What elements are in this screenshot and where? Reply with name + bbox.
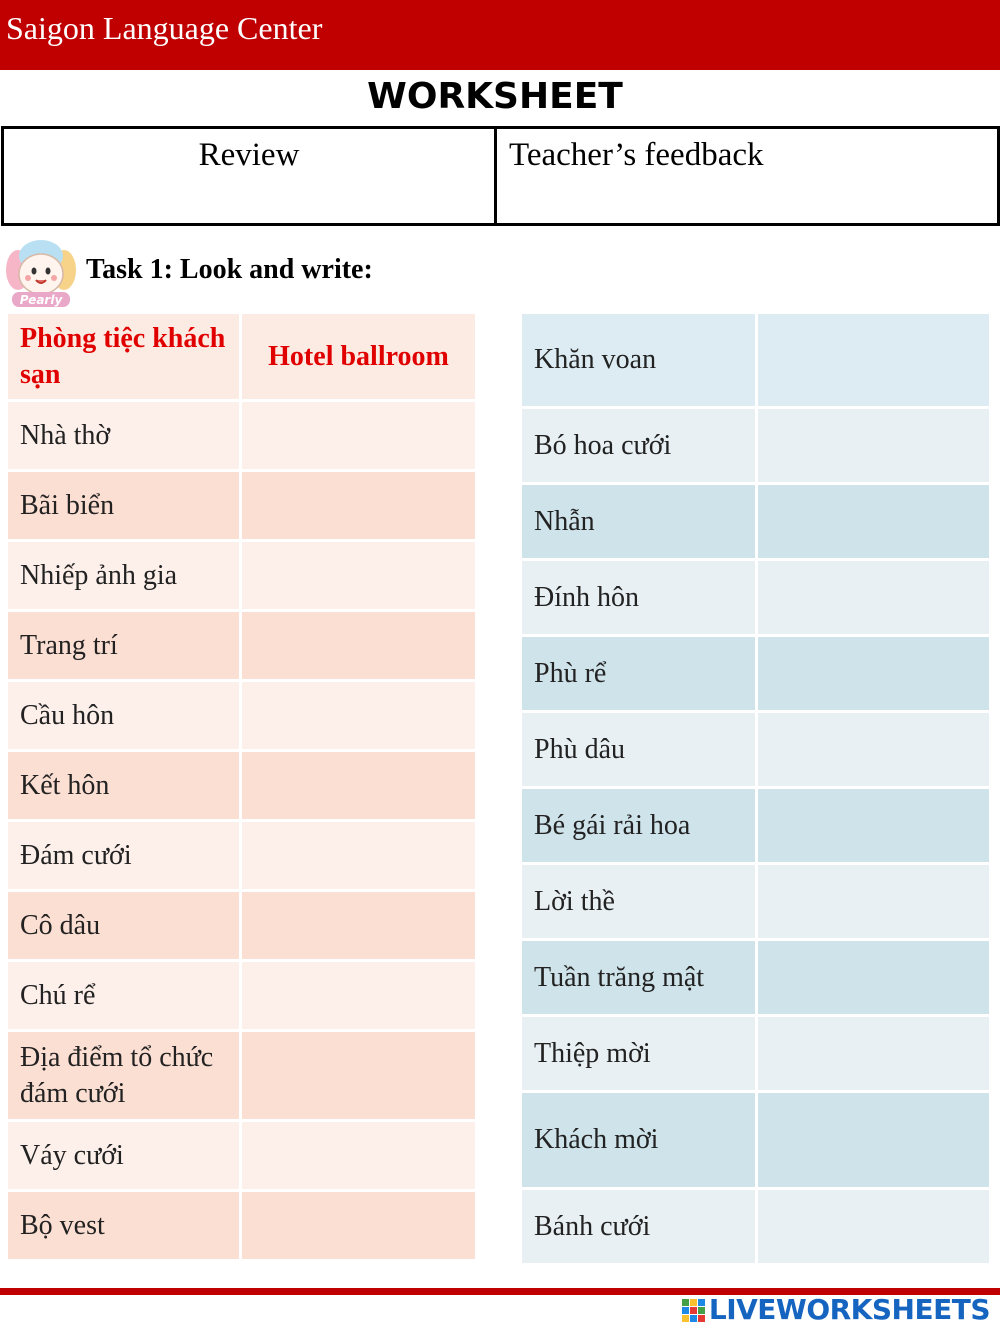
left-vocab-row	[8, 962, 478, 1032]
left-vocab-word-cell: Cầu hôn	[8, 682, 242, 752]
right-vocab-answer-cell[interactable]	[758, 485, 992, 561]
left-vocab-answer-cell[interactable]	[242, 892, 478, 962]
right-vocab-word-cell: Thiệp mời	[522, 1017, 758, 1093]
left-vocab-row	[8, 892, 478, 962]
right-vocab-answer-cell[interactable]	[758, 409, 992, 485]
left-vocab-answer-cell[interactable]	[242, 1122, 478, 1192]
left-vocab-row	[8, 1032, 478, 1122]
right-vocab-row	[522, 1190, 992, 1266]
right-vocab-word-cell: Bé gái rải hoa	[522, 789, 758, 865]
right-vocab-row	[522, 314, 992, 409]
right-vocab-row	[522, 409, 992, 485]
left-vocab-row	[8, 1122, 478, 1192]
left-vocab-answer-cell[interactable]	[242, 752, 478, 822]
left-vocab-answer-cell[interactable]	[242, 1032, 478, 1122]
left-vocab-word-cell: Bộ vest	[8, 1192, 242, 1262]
review-feedback-box	[1, 126, 1000, 226]
right-vocab-answer-cell[interactable]	[758, 789, 992, 865]
right-vocab-word-cell: Lời thề	[522, 865, 758, 941]
left-vocab-answer-cell[interactable]	[242, 822, 478, 892]
right-vocab-answer-cell[interactable]	[758, 941, 992, 1017]
left-vocab-answer-cell[interactable]	[242, 472, 478, 542]
right-vocab-answer-cell[interactable]	[758, 314, 992, 409]
liveworksheets-wordmark: LIVEWORKSHEETS	[708, 1293, 990, 1326]
left-vocab-answer-cell[interactable]	[242, 542, 478, 612]
right-vocab-word-cell: Phù rể	[522, 637, 758, 713]
right-vocab-answer-cell[interactable]	[758, 561, 992, 637]
right-vocab-word-cell: Khách mời	[522, 1093, 758, 1190]
right-vocab-row	[522, 789, 992, 865]
right-vocab-row	[522, 865, 992, 941]
right-vocab-answer-cell[interactable]	[758, 865, 992, 941]
liveworksheets-icon	[681, 1297, 707, 1323]
left-vocab-answer-cell[interactable]	[242, 402, 478, 472]
left-vocab-word-cell: Trang trí	[8, 612, 242, 682]
left-vocab-word-cell: Bãi biển	[8, 472, 242, 542]
right-vocab-row	[522, 1017, 992, 1093]
left-vocab-word-cell: Cô dâu	[8, 892, 242, 962]
right-vocab-table	[522, 314, 992, 1266]
right-vocab-answer-cell[interactable]	[758, 1017, 992, 1093]
right-vocab-word-cell: Bánh cưới	[522, 1190, 758, 1266]
left-vocab-row	[8, 752, 478, 822]
right-vocab-word-cell: Nhẫn	[522, 485, 758, 561]
brand-name: Saigon Language Center	[6, 10, 323, 46]
liveworksheets-logo	[681, 1293, 990, 1326]
left-vocab-table	[8, 314, 478, 1262]
left-vocab-row	[8, 472, 478, 542]
left-vocab-word-cell: Địa điểm tổ chức đám cưới	[8, 1032, 242, 1122]
header-bar	[0, 0, 1000, 70]
right-vocab-answer-cell[interactable]	[758, 713, 992, 789]
right-vocab-word-cell: Bó hoa cưới	[522, 409, 758, 485]
left-vocab-row	[8, 1192, 478, 1262]
left-vocab-word-cell: Nhiếp ảnh gia	[8, 542, 242, 612]
left-vocab-row	[8, 402, 478, 472]
left-vocab-answer-cell[interactable]	[242, 1192, 478, 1262]
left-vocab-word-cell: Chú rể	[8, 962, 242, 1032]
left-vocab-row	[8, 612, 478, 682]
right-vocab-row	[522, 713, 992, 789]
right-vocab-row	[522, 561, 992, 637]
right-vocab-answer-cell[interactable]	[758, 637, 992, 713]
left-vocab-row	[8, 542, 478, 612]
left-vocab-word-cell: Đám cưới	[8, 822, 242, 892]
task-heading	[4, 236, 373, 308]
left-vocab-row	[8, 822, 478, 892]
right-vocab-row	[522, 941, 992, 1017]
teacher-feedback-cell: Teacher’s feedback	[509, 137, 764, 173]
right-vocab-answer-cell[interactable]	[758, 1190, 992, 1266]
right-vocab-word-cell: Tuần trăng mật	[522, 941, 758, 1017]
mascot-name: Pearly	[19, 293, 63, 307]
right-vocab-word-cell: Khăn voan	[522, 314, 758, 409]
right-vocab-answer-cell[interactable]	[758, 1093, 992, 1190]
left-vocab-answer-cell[interactable]	[242, 612, 478, 682]
left-vocab-word-cell: Kết hôn	[8, 752, 242, 822]
pearly-mascot-icon	[4, 236, 78, 308]
left-vocab-answer-cell[interactable]	[242, 682, 478, 752]
right-vocab-word-cell: Phù dâu	[522, 713, 758, 789]
left-vocab-word-cell: Phòng tiệc khách sạn	[8, 314, 242, 402]
right-vocab-row	[522, 1093, 992, 1190]
right-vocab-row	[522, 637, 992, 713]
left-vocab-answer-cell[interactable]: Hotel ballroom	[242, 314, 478, 402]
left-vocab-word-cell: Váy cưới	[8, 1122, 242, 1192]
right-vocab-word-cell: Đính hôn	[522, 561, 758, 637]
task-label: Task 1: Look and write:	[86, 254, 373, 285]
review-cell: Review	[4, 129, 497, 223]
left-vocab-row	[8, 314, 478, 402]
right-vocab-row	[522, 485, 992, 561]
left-vocab-row	[8, 682, 478, 752]
left-vocab-word-cell: Nhà thờ	[8, 402, 242, 472]
worksheet-title: WORKSHEET	[367, 76, 623, 117]
left-vocab-answer-cell[interactable]	[242, 962, 478, 1032]
